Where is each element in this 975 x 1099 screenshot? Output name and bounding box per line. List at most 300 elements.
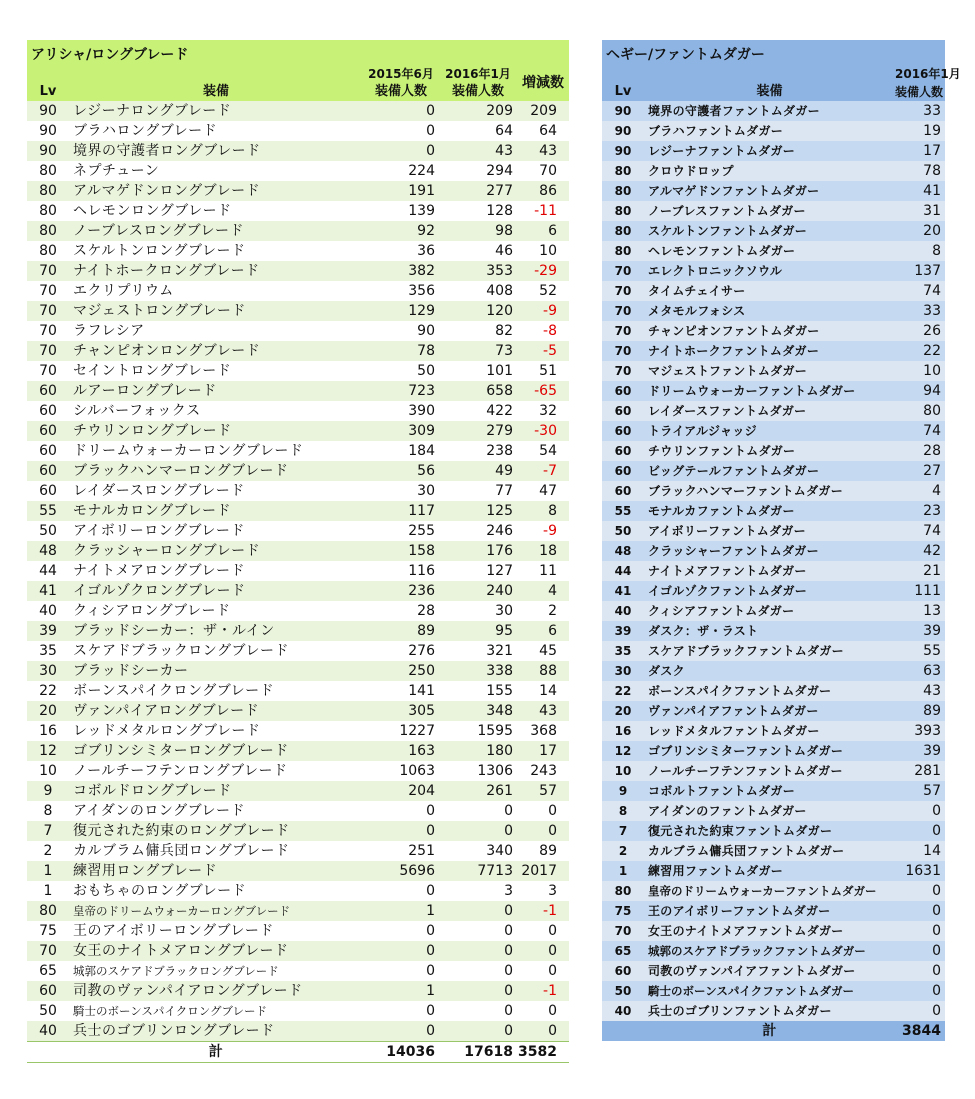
equipment-name-cell: 城郭のスケアドブラックロングブレード [73, 964, 279, 978]
jan2016-count-cell: 238 [486, 443, 513, 459]
equipment-name-cell: アイボリーロングブレード [73, 523, 245, 539]
level-cell: 44 [39, 563, 57, 579]
equipment-name-cell: アルマゲドンロングブレード [73, 183, 261, 199]
total-change: 3582 [517, 1042, 569, 1063]
equipment-name-cell: ヴァンパイアファントムダガー [648, 704, 819, 718]
jan2016-count-cell: 408 [486, 283, 513, 299]
jan2016-count-cell: 30 [495, 603, 513, 619]
equipment-name-cell: ブラックハンマーファントムダガー [648, 484, 844, 498]
jan2016-count-cell: 49 [495, 463, 513, 479]
jun2015-count-cell: 139 [408, 203, 435, 219]
jan2016-count-cell: 7713 [477, 863, 513, 879]
table-row [602, 801, 945, 821]
right-col-header-bottom: 装備人数 [895, 85, 944, 99]
level-cell: 8 [618, 804, 628, 818]
jan2016-count-cell: 46 [495, 243, 513, 259]
change-header: 増減数 [522, 75, 564, 91]
level-cell: 80 [614, 204, 632, 218]
table-row [602, 901, 945, 921]
table-row [27, 621, 569, 641]
table-row [27, 941, 569, 961]
jan2016-count-cell: 176 [486, 543, 513, 559]
table-row [27, 181, 569, 201]
level-cell: 80 [614, 224, 632, 238]
equipment-name-cell: 城郭のスケアドブラックファントムダガー [648, 944, 866, 958]
jan2016-count-cell: 1631 [905, 863, 941, 879]
level-cell: 39 [39, 623, 57, 639]
table-row [27, 521, 569, 541]
level-cell: 16 [614, 724, 632, 738]
jan2016-count-cell: 261 [486, 783, 513, 799]
equipment-name-cell: セイントロングブレード [73, 363, 232, 379]
jan2016-count-cell: 0 [932, 903, 941, 919]
jun2015-count-cell: 129 [408, 303, 435, 319]
equipment-name-cell: レッドメタルロングブレード [73, 723, 261, 739]
jun2015-count-cell: 50 [417, 363, 435, 379]
change-cell: -1 [543, 983, 557, 999]
equipment-name-cell: 騎士のボーンスパイクロングブレード [73, 1004, 268, 1018]
jan2016-count-cell: 0 [932, 1003, 941, 1019]
table-row [602, 541, 945, 561]
jun2015-count-cell: 0 [426, 103, 435, 119]
change-cell: 6 [548, 623, 557, 639]
level-cell: 60 [614, 964, 632, 978]
table-row [602, 161, 945, 181]
jan2016-count-cell: 0 [504, 1003, 513, 1019]
equipment-name-cell: メタモルフォシス [648, 304, 746, 318]
level-cell: 60 [614, 444, 632, 458]
jan2016-count-cell: 658 [486, 383, 513, 399]
jan2016-count-cell: 340 [486, 843, 513, 859]
jun2015-count-cell: 276 [408, 643, 435, 659]
table-row [602, 221, 945, 241]
equipment-name-cell: アルマゲドンファントムダガー [648, 184, 820, 198]
jun2015-count-cell: 0 [426, 823, 435, 839]
table-row [27, 721, 569, 741]
table-row [602, 941, 945, 961]
level-cell: 39 [614, 624, 632, 638]
jan2016-count-cell: 78 [923, 163, 941, 179]
level-cell: 1 [43, 863, 53, 879]
change-cell: 0 [548, 823, 557, 839]
level-cell: 41 [39, 583, 57, 599]
equipment-name-cell: イゴルゾクファントムダガー [648, 584, 808, 598]
jan2016-count-cell: 0 [932, 943, 941, 959]
table-row [602, 981, 945, 1001]
equipment-name-cell: ナイトホークファントムダガー [648, 344, 820, 358]
level-cell: 70 [39, 343, 57, 359]
jan2016-count-cell: 127 [486, 563, 513, 579]
equipment-name-cell: ノールチーフテンロングブレード [73, 763, 288, 779]
level-cell: 1 [618, 864, 628, 878]
level-cell: 2 [43, 843, 53, 859]
equipment-name-cell: 王のアイボリーファントムダガー [648, 904, 831, 918]
jan2016-count-cell: 0 [504, 983, 513, 999]
jan2016-count-cell: 20 [923, 223, 941, 239]
table-row [27, 661, 569, 681]
table-row [602, 521, 945, 541]
jan2016-count-cell: 43 [923, 683, 941, 699]
table-row [602, 661, 945, 681]
change-cell: 0 [548, 803, 557, 819]
equipment-name-cell: 女王のナイトメアロングブレード [73, 943, 289, 959]
level-cell: 60 [39, 463, 57, 479]
jan2016-count-cell: 321 [486, 643, 513, 659]
jun2015-count-cell: 251 [408, 843, 435, 859]
change-cell: 0 [548, 923, 557, 939]
jan2016-count-cell: 73 [495, 343, 513, 359]
change-cell: 18 [539, 543, 557, 559]
jan2016-count-cell: 13 [923, 603, 941, 619]
level-cell: 20 [614, 704, 632, 718]
col1-header-top: 2015年6月 [368, 67, 434, 81]
table-row [27, 301, 569, 321]
level-cell: 70 [39, 283, 57, 299]
jun2015-count-cell: 0 [426, 963, 435, 979]
change-cell: 64 [539, 123, 557, 139]
level-cell: 70 [39, 943, 57, 959]
level-cell: 60 [614, 464, 632, 478]
table-row [602, 601, 945, 621]
jan2016-count-cell: 77 [495, 483, 513, 499]
table-row [602, 721, 945, 741]
level-cell: 60 [614, 484, 632, 498]
equipment-name-cell: イゴルゾクロングブレード [73, 583, 246, 599]
jun2015-count-cell: 1063 [399, 763, 435, 779]
jun2015-count-cell: 0 [426, 1023, 435, 1039]
level-cell: 90 [614, 124, 632, 138]
change-cell: 2 [548, 603, 557, 619]
jan2016-count-cell: 120 [486, 303, 513, 319]
left-total-row [27, 1042, 569, 1063]
level-cell: 7 [618, 824, 628, 838]
change-cell: 0 [548, 963, 557, 979]
table-row [602, 281, 945, 301]
level-cell: 22 [614, 684, 632, 698]
jan2016-count-cell: 348 [486, 703, 513, 719]
jun2015-count-cell: 224 [408, 163, 435, 179]
table-row [602, 761, 945, 781]
table-row [27, 741, 569, 761]
level-cell: 12 [39, 743, 57, 759]
table-row [602, 921, 945, 941]
equipment-name-cell: 騎士のボーンスパイクファントムダガー [648, 984, 854, 998]
change-cell: 70 [539, 163, 557, 179]
equipment-name-cell: ダスク [648, 664, 685, 678]
jan2016-count-cell: 74 [923, 283, 941, 299]
jun2015-count-cell: 1 [426, 983, 435, 999]
jan2016-count-cell: 0 [504, 823, 513, 839]
equipment-name-cell: ヘレモンロングブレード [73, 203, 232, 219]
change-cell: 243 [530, 763, 557, 779]
jan2016-count-cell: 33 [923, 103, 941, 119]
equipment-name-cell: スケアドブラックファントムダガー [648, 644, 844, 658]
table-row [602, 321, 945, 341]
equipment-name-cell: ブラッドシーカー [73, 663, 189, 679]
table-row [602, 701, 945, 721]
table-row [602, 861, 945, 881]
jun2015-count-cell: 0 [426, 123, 435, 139]
jan2016-count-cell: 209 [486, 103, 513, 119]
table-row [602, 501, 945, 521]
equipment-name-cell: クラッシャーロングブレード [73, 543, 261, 559]
jan2016-count-cell: 101 [486, 363, 513, 379]
equipment-name-cell: アイボリーファントムダガー [648, 524, 806, 538]
equipment-name-cell: カルブラム傭兵団ロングブレード [73, 843, 290, 859]
jan2016-count-cell: 240 [486, 583, 513, 599]
jan2016-count-cell: 0 [932, 923, 941, 939]
level-cell: 35 [39, 643, 57, 659]
jan2016-count-cell: 19 [923, 123, 941, 139]
total-jun2015: 14036 [363, 1042, 439, 1063]
jan2016-count-cell: 137 [914, 263, 941, 279]
equipment-name-cell: ダスク：ザ・ラスト [648, 624, 759, 638]
level-cell: 60 [39, 983, 57, 999]
jan2016-count-cell: 8 [932, 243, 941, 259]
jan2016-count-cell: 125 [486, 503, 513, 519]
equipment-name-cell: 司教のヴァンパイアファントムダガー [648, 964, 856, 978]
jun2015-count-cell: 723 [408, 383, 435, 399]
table-row [27, 501, 569, 521]
level-cell: 70 [614, 924, 632, 938]
table-row [27, 161, 569, 181]
equipment-name-cell: スケルトンファントムダガー [648, 224, 808, 238]
equipment-name-cell: 皇帝のドリームウォーカーファントムダガー [648, 884, 877, 898]
level-cell: 80 [39, 903, 57, 919]
equipment-name-cell: ヘレモンファントムダガー [648, 244, 796, 258]
jun2015-count-cell: 305 [408, 703, 435, 719]
col2-header-bottom: 装備人数 [451, 84, 504, 99]
jun2015-count-cell: 309 [408, 423, 435, 439]
jan2016-count-cell: 294 [486, 163, 513, 179]
level-cell: 80 [614, 184, 632, 198]
change-cell: 89 [539, 843, 557, 859]
table-row [602, 621, 945, 641]
jan2016-count-cell: 39 [923, 623, 941, 639]
jun2015-count-cell: 89 [417, 623, 435, 639]
jan2016-count-cell: 0 [932, 983, 941, 999]
table-row [602, 101, 945, 121]
jan2016-count-cell: 4 [932, 483, 941, 499]
level-cell: 70 [39, 303, 57, 319]
change-cell: 47 [539, 483, 557, 499]
jan2016-count-cell: 0 [504, 903, 513, 919]
table-row [602, 241, 945, 261]
table-row [602, 961, 945, 981]
right-col-header-top: 2016年1月 [895, 67, 961, 81]
table-row [602, 181, 945, 201]
lv-header: Lv [39, 84, 57, 99]
equipment-name-cell: ノールチーフテンファントムダガー [648, 764, 843, 778]
jun2015-count-cell: 0 [426, 143, 435, 159]
equipment-name-cell: シルバーフォックス [73, 403, 201, 419]
left-table-title: アリシャ/ロングブレード [31, 47, 189, 63]
equipment-name-cell: クィシアロングブレード [73, 603, 231, 619]
equipment-name-cell: スケルトンロングブレード [73, 243, 246, 259]
level-cell: 70 [614, 324, 632, 338]
right-table-title: ヘギー/ファントムダガー [606, 47, 765, 63]
equipment-name-cell: 境界の守護者ロングブレード [73, 143, 261, 159]
level-cell: 70 [614, 304, 632, 318]
change-cell: 14 [539, 683, 557, 699]
equipment-name-cell: カルブラム傭兵団ファントムダガー [648, 844, 845, 858]
level-cell: 22 [39, 683, 57, 699]
table-row [27, 1001, 569, 1021]
change-cell: -1 [543, 903, 557, 919]
table-row [602, 361, 945, 381]
right-total-label: 計 [762, 1023, 777, 1039]
level-cell: 65 [39, 963, 57, 979]
table-row [602, 821, 945, 841]
level-cell: 70 [614, 284, 632, 298]
equipment-name-cell: クィシアファントムダガー [648, 604, 795, 618]
level-cell: 10 [39, 763, 57, 779]
jan2016-count-cell: 0 [932, 803, 941, 819]
level-cell: 50 [614, 984, 632, 998]
level-cell: 70 [39, 363, 57, 379]
jun2015-count-cell: 158 [408, 543, 435, 559]
col1-header-bottom: 装備人数 [374, 84, 427, 99]
total-label: 計 [69, 1042, 363, 1063]
jan2016-count-cell: 82 [495, 323, 513, 339]
table-row [27, 541, 569, 561]
equipment-name-cell: 王のアイボリーロングブレード [73, 923, 274, 939]
equipment-name-cell: レジーナロングブレード [73, 103, 232, 119]
equipment-name-cell: ルアーロングブレード [73, 383, 217, 399]
jun2015-count-cell: 141 [408, 683, 435, 699]
level-cell: 60 [614, 404, 632, 418]
jun2015-count-cell: 36 [417, 243, 435, 259]
change-cell: 43 [539, 703, 557, 719]
level-cell: 80 [39, 243, 57, 259]
jan2016-count-cell: 0 [932, 883, 941, 899]
table-row [27, 761, 569, 781]
equipment-name-cell: スケアドブラックロングブレード [73, 643, 289, 659]
equipment-name-cell: ラフレシア [73, 323, 145, 339]
jan2016-count-cell: 10 [923, 363, 941, 379]
table-row [602, 401, 945, 421]
equipment-name-cell: ビッグテールファントムダガー [648, 464, 820, 478]
change-cell: -7 [543, 463, 557, 479]
level-cell: 30 [39, 663, 57, 679]
table-row [27, 221, 569, 241]
longblade-table [27, 40, 569, 1063]
level-cell: 60 [39, 483, 57, 499]
jan2016-count-cell: 279 [486, 423, 513, 439]
table-row [27, 381, 569, 401]
jun2015-count-cell: 116 [408, 563, 435, 579]
change-cell: 3 [548, 883, 557, 899]
table-row [27, 781, 569, 801]
change-cell: -30 [534, 423, 557, 439]
jan2016-count-cell: 422 [486, 403, 513, 419]
level-cell: 70 [39, 323, 57, 339]
level-cell: 60 [39, 443, 57, 459]
level-cell: 40 [614, 1004, 632, 1018]
jan2016-count-cell: 64 [495, 123, 513, 139]
change-cell: 17 [539, 743, 557, 759]
table-row [27, 801, 569, 821]
level-cell: 55 [614, 504, 632, 518]
phantomdagger-table [602, 40, 961, 1041]
equipment-name-cell: ゴブリンシミターファントムダガー [648, 744, 844, 758]
change-cell: 54 [539, 443, 557, 459]
jan2016-count-cell: 128 [486, 203, 513, 219]
level-cell: 30 [614, 664, 632, 678]
table-row [27, 641, 569, 661]
table-row [27, 241, 569, 261]
level-cell: 48 [39, 543, 57, 559]
level-cell: 7 [43, 823, 53, 839]
equipment-name-cell: コボルドロングブレード [73, 783, 232, 799]
equipment-name-cell: ドリームウォーカーファントムダガー [648, 384, 856, 398]
jan2016-count-cell: 33 [923, 303, 941, 319]
level-cell: 90 [39, 103, 57, 119]
change-cell: 86 [539, 183, 557, 199]
table-row [27, 961, 569, 981]
jun2015-count-cell: 382 [408, 263, 435, 279]
level-cell: 90 [614, 144, 632, 158]
jun2015-count-cell: 163 [408, 743, 435, 759]
table-row [27, 261, 569, 281]
equipment-name-cell: ボーンスパイクファントムダガー [648, 684, 832, 698]
jan2016-count-cell: 57 [923, 783, 941, 799]
level-cell: 40 [39, 603, 57, 619]
jan2016-count-cell: 1306 [477, 763, 513, 779]
table-row [27, 441, 569, 461]
jun2015-count-cell: 5696 [399, 863, 435, 879]
change-cell: 4 [548, 583, 557, 599]
equipment-name-cell: 復元された約束ファントムダガー [648, 824, 833, 838]
jan2016-count-cell: 74 [923, 523, 941, 539]
right-total-row [602, 1021, 945, 1041]
equipment-name-cell: ノーブレスファントムダガー [648, 204, 806, 218]
change-cell: 45 [539, 643, 557, 659]
jun2015-count-cell: 191 [408, 183, 435, 199]
level-cell: 10 [614, 764, 632, 778]
level-cell: 80 [39, 163, 57, 179]
table-row [602, 461, 945, 481]
jan2016-count-cell: 43 [495, 143, 513, 159]
change-cell: 6 [548, 223, 557, 239]
jan2016-count-cell: 23 [923, 503, 941, 519]
jan2016-count-cell: 0 [504, 1023, 513, 1039]
jan2016-count-cell: 27 [923, 463, 941, 479]
table-row [27, 1021, 569, 1042]
jan2016-count-cell: 74 [923, 423, 941, 439]
level-cell: 80 [39, 223, 57, 239]
table-row [27, 341, 569, 361]
jan2016-count-cell: 39 [923, 743, 941, 759]
change-cell: 57 [539, 783, 557, 799]
jun2015-count-cell: 0 [426, 803, 435, 819]
level-cell: 90 [39, 143, 57, 159]
equipment-name-cell: おもちゃのロングブレード [73, 883, 247, 899]
table-row [27, 601, 569, 621]
table-row [27, 101, 569, 121]
level-cell: 90 [39, 123, 57, 139]
level-cell: 70 [39, 263, 57, 279]
table-row [27, 681, 569, 701]
equipment-name-cell: チャンピオンロングブレード [73, 343, 261, 359]
change-cell: -8 [543, 323, 557, 339]
jan2016-count-cell: 0 [932, 963, 941, 979]
change-cell: 43 [539, 143, 557, 159]
jun2015-count-cell: 184 [408, 443, 435, 459]
equipment-name-cell: エレクトロニックソウル [648, 264, 783, 278]
jan2016-count-cell: 28 [923, 443, 941, 459]
jun2015-count-cell: 117 [408, 503, 435, 519]
